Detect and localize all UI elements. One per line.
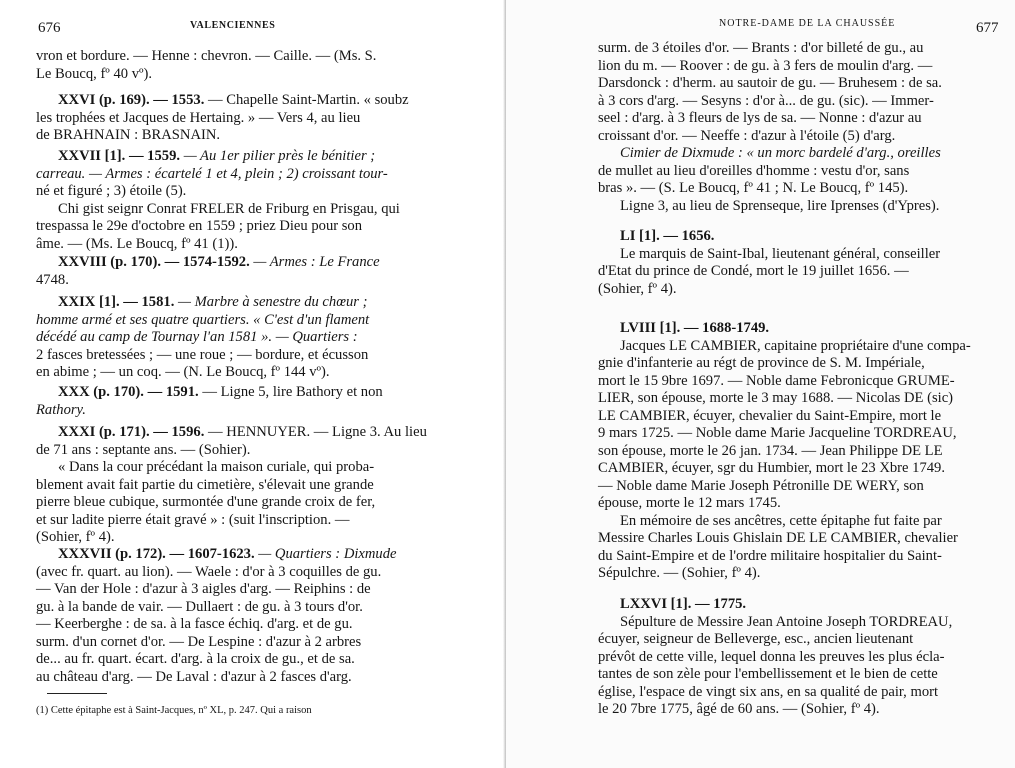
- text-line: Jacques LE CAMBIER, capitaine propriétaire d'une compa-: [620, 337, 971, 354]
- entry-xxvii: [36, 148, 428, 253]
- text-line: homme armé et ses quatre quartiers. « C'est d'un flament: [36, 311, 370, 328]
- text-line: « Dans la cour précédant la maison curiale, qui proba-: [58, 459, 375, 475]
- text-line: lion du m. — Roover : de gu. à 3 fers de moulin d'arg. —: [598, 57, 933, 74]
- left-page: [0, 0, 506, 768]
- text-line: en abime ; — un coq. — (N. Le Boucq, fº 144 vº).: [36, 364, 330, 380]
- text-line: 9 mars 1725. — Noble dame Marie Jacqueline TORDREAU,: [598, 425, 957, 441]
- text-line: au château d'arg. — De Laval : d'azur à 2 fasces d'arg.: [36, 668, 352, 685]
- text-line: Chi gist seignr Conrat FRELER de Friburg en Prisgau, qui: [58, 200, 400, 217]
- text-line: né et figuré ; 3) étoile (5).: [36, 183, 187, 199]
- entry-heading: LXXVI [1]. — 1775.: [620, 596, 747, 612]
- text-line: mort le 15 9bre 1697. — Noble dame Febronicque GRUME-: [598, 372, 955, 389]
- text-line: surm. d'un cornet d'or. — De Lespine : d'azur à 2 arbres: [36, 633, 362, 650]
- text-line: — Marbre à senestre du chœur ;: [178, 294, 368, 310]
- text-line: 2 fasces bretessées ; — une roue ; — bordure, et écusson: [36, 346, 369, 363]
- text-line: (Sohier, fº 4).: [36, 529, 115, 545]
- text-line: (avec fr. quart. au lion). — Waele : d'or à 3 coquilles de gu.: [36, 563, 382, 580]
- entry-heading: LVIII [1]. — 1688-1749.: [620, 320, 770, 336]
- text-line: — Quartiers : Dixmude: [258, 546, 397, 562]
- text-line: pierre bleue cubique, surmontée d'une grande croix de fer,: [36, 494, 376, 510]
- entry-heading: XXXVII (p. 172). — 1607-1623.: [58, 546, 255, 562]
- running-head: NOTRE-DAME DE LA CHAUSSÉE: [719, 18, 896, 29]
- footnote-rule: [47, 693, 107, 694]
- text-line: Le marquis de Saint-Ibal, lieutenant général, conseiller: [620, 245, 941, 262]
- text-line: — Keerberghe : de sa. à la fasce échiq. d'arg. et de gu.: [36, 616, 353, 632]
- text-line: LIER, son épouse, morte le 3 may 1688. — Nicolas DE (sic): [598, 390, 954, 406]
- entry-xxx: [36, 384, 428, 419]
- text-line: à 3 cors d'arg. — Sesyns : d'or à... de gu. (sic). — Immer-: [598, 92, 934, 109]
- page-number: 676: [38, 20, 61, 36]
- text-line: Cimier de Dixmude : « un morc bardelé d'arg., oreilles: [620, 145, 941, 161]
- right-page: [506, 0, 1015, 768]
- text-line: Messire Charles Louis Ghislain DE LE CAMBIER, chevalier: [598, 530, 958, 546]
- entry-heading: XXXI (p. 171). — 1596.: [58, 424, 205, 440]
- text-line: blement avait fait partie du cimetière, s'élevait une grande: [36, 476, 374, 493]
- entry-xxxvii: [36, 546, 428, 686]
- text-line: bras ». — (S. Le Boucq, fº 41 ; N. Le Boucq, fº 145).: [598, 180, 909, 196]
- text-line: de 71 ans : septante ans. — (Sohier).: [36, 441, 251, 458]
- entry-lviii: [598, 320, 994, 583]
- text-line: église, l'espace de vingt six ans, en sa qualité de pair, mort: [598, 683, 939, 700]
- text-line: LE CAMBIER, écuyer, chevalier du Saint-Empire, mort le: [598, 407, 942, 424]
- entry-xxxi: [36, 424, 428, 547]
- text-line: Le Boucq, fº 40 vº).: [36, 65, 153, 82]
- text-line: — Van der Hole : d'azur à 3 aigles d'arg. — Reiphins : de: [36, 581, 371, 597]
- text-line: En mémoire de ses ancêtres, cette épitaphe fut faite par: [620, 512, 942, 529]
- text-line: gnie d'infanterie au régt de province de S. M. Impériale,: [598, 355, 925, 371]
- text-line: seel : d'arg. à 3 fleurs de lys de sa. — Nonne : d'azur au: [598, 110, 922, 126]
- text-line: le 20 7bre 1775, âgé de 60 ans. — (Sohier, fº 4).: [598, 701, 880, 717]
- text-line: les trophées et Jacques de Hertaing. » — Vers 4, au lieu: [36, 109, 361, 126]
- entry-heading: XXIX [1]. — 1581.: [58, 294, 175, 310]
- text-line: Sépulchre. — (Sohier, fº 4).: [598, 565, 761, 581]
- text-line: tantes de son zèle pour l'embellissement et le bien de cette: [598, 666, 938, 682]
- text-line: — Ligne 5, lire Bathory et non: [202, 384, 383, 400]
- text-line: Darsdonck : d'herm. au sautoir de gu. — Bruhesem : de sa.: [598, 75, 942, 91]
- text-line: — Au 1er pilier près le bénitier ;: [183, 148, 376, 164]
- entry-heading: XXX (p. 170). — 1591.: [58, 384, 199, 400]
- entry-xxvi: [36, 92, 428, 145]
- text-line: surm. de 3 étoiles d'or. — Brants : d'or billeté de gu., au: [598, 40, 924, 56]
- text-line: vron et bordure. — Henne : chevron. — Caille. — (Ms. S.: [36, 48, 377, 64]
- text-line: écuyer, seigneur de Belleverge, esc., ancien lieutenant: [598, 631, 914, 647]
- text-line: — Noble dame Marie Joseph Pétronille DE WERY, son: [598, 477, 924, 494]
- entry-xxix: [36, 294, 428, 382]
- text-line: — HENNUYER. — Ligne 3. Au lieu: [208, 424, 427, 440]
- entry-li: [598, 228, 994, 298]
- text-line: du Saint-Empire et de l'ordre militaire hospitalier du Saint-: [598, 547, 942, 564]
- text-line: épouse, morte le 12 mars 1745.: [598, 495, 781, 511]
- text-line: — Armes : Le France: [253, 254, 380, 270]
- text-line: décédé au camp de Tournay l'an 1581 ». — Quartiers :: [36, 329, 358, 345]
- text-line: CAMBIER, écuyer, sgr du Humbier, mort le 23 Xbre 1749.: [598, 460, 945, 476]
- text-line: de mullet au lieu d'oreilles d'homme : vestu d'or, sans: [598, 162, 910, 179]
- text-line: gu. à la bande de vair. — Dullaert : de gu. à 3 tours d'or.: [36, 598, 363, 615]
- running-head: VALENCIENNES: [190, 20, 276, 31]
- text-line: Rathory.: [36, 401, 86, 418]
- entry-lxxvi: [598, 596, 994, 719]
- text-line: (Sohier, fº 4).: [598, 280, 677, 297]
- entry-heading: XXVII [1]. — 1559.: [58, 148, 181, 164]
- page-number: 677: [976, 20, 999, 36]
- text-line: âme. — (Ms. Le Boucq, fº 41 (1)).: [36, 235, 238, 252]
- text-line: trespassa le 29e d'octobre en 1559 ; priez Dieu pour son: [36, 218, 363, 234]
- text-line: d'Etat du prince de Condé, mort le 19 juillet 1656. —: [598, 263, 909, 279]
- text-line: 4748.: [36, 271, 69, 288]
- text-line: — Chapelle Saint-Martin. « soubz: [208, 92, 409, 108]
- text-line: et sur ladite pierre était gravé » : (suit l'inscription. —: [36, 511, 350, 528]
- text-line: prévôt de cette ville, lequel donna les preuves les plus écla-: [598, 648, 945, 665]
- entry-continuation: [598, 40, 994, 215]
- text-line: croissant d'or. — Neeffe : d'azur à l'étoile (5) d'arg.: [598, 127, 896, 144]
- text-line: de BRAHNAIN : BRASNAIN.: [36, 127, 221, 143]
- text-line: de... au fr. quart. écart. d'arg. à la croix de gu., et de sa.: [36, 651, 355, 667]
- entry-heading: XXVIII (p. 170). — 1574-1592.: [58, 254, 250, 270]
- entry-heading: LI [1]. — 1656.: [620, 228, 715, 244]
- text-line: carreau. — Armes : écartelé 1 et 4, plein ; 2) croissant tour-: [36, 165, 388, 182]
- footnote: (1) Cette épitaphe est à Saint-Jacques, nº XL, p. 247. Qui a raison: [36, 705, 312, 716]
- text-line: Sépulture de Messire Jean Antoine Joseph TORDREAU,: [620, 613, 953, 630]
- entry-heading: XXVI (p. 169). — 1553.: [58, 92, 205, 108]
- entry-continuation: [36, 48, 428, 83]
- text-line: Ligne 3, au lieu de Sprenseque, lire Iprenses (d'Ypres).: [620, 197, 940, 214]
- text-line: son épouse, morte le 26 jan. 1734. — Jean Philippe DE LE: [598, 442, 943, 459]
- entry-xxviii: [36, 254, 428, 289]
